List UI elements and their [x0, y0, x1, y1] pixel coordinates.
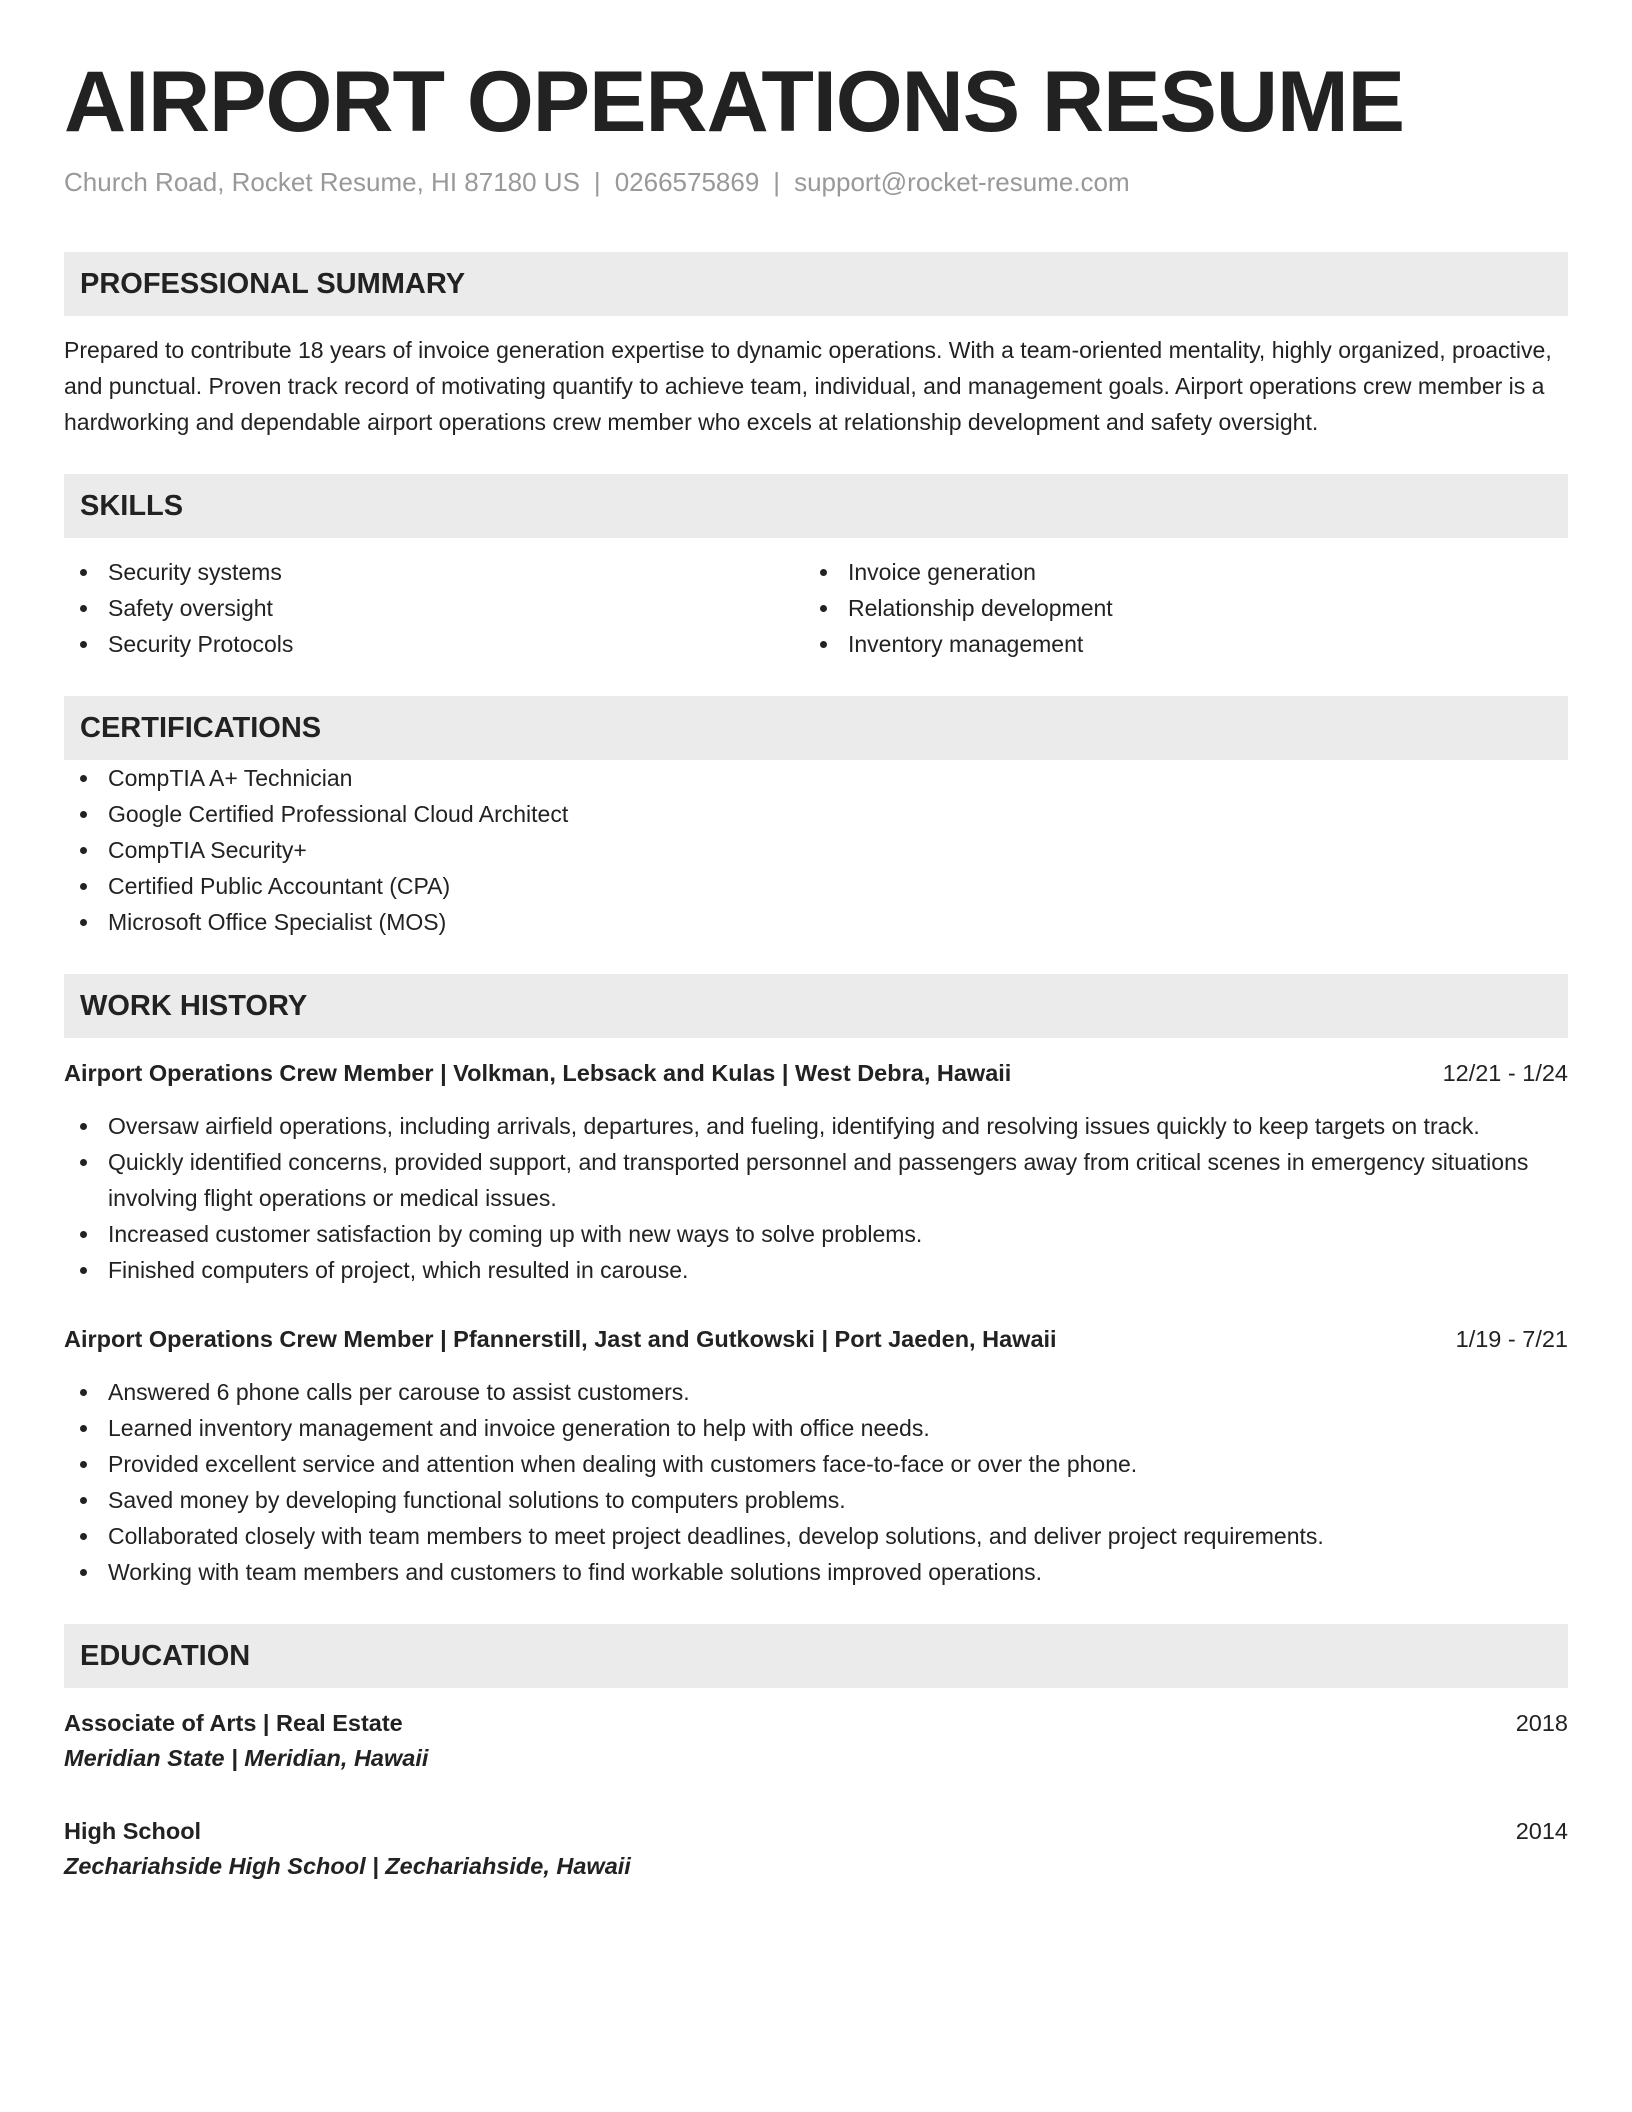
education-header	[64, 1706, 1568, 1740]
certification-item: CompTIA A+ Technician	[64, 760, 1568, 796]
job-bullets	[64, 1108, 1568, 1288]
job-bullet: Quickly identified concerns, provided support, and transported personnel and passengers away from critical scenes in emergency situations involving flight operations or medical issues.	[64, 1144, 1568, 1216]
job-bullet: Increased customer satisfaction by coming up with new ways to solve problems.	[64, 1216, 1568, 1252]
job-bullet: Saved money by developing functional solutions to computers problems.	[64, 1482, 1568, 1518]
contact-line	[64, 164, 1568, 200]
job-bullet: Learned inventory management and invoice generation to help with office needs.	[64, 1410, 1568, 1446]
job-title: Airport Operations Crew Member | Volkman, Lebsack and Kulas | West Debra, Hawaii	[64, 1060, 1012, 1086]
certification-item: Microsoft Office Specialist (MOS)	[64, 904, 1568, 940]
contact-email: support@rocket-resume.com	[794, 167, 1130, 197]
contact-separator: |	[773, 167, 781, 197]
job-bullet: Finished computers of project, which resulted in carouse.	[64, 1252, 1568, 1288]
job-bullet: Collaborated closely with team members to meet project deadlines, develop solutions, and deliver project requirements.	[64, 1518, 1568, 1554]
section-heading-summary: PROFESSIONAL SUMMARY	[64, 252, 1568, 316]
skills-column-left	[64, 554, 804, 662]
certification-item: CompTIA Security+	[64, 832, 1568, 868]
contact-phone: 0266575869	[614, 167, 760, 197]
job-header	[64, 1322, 1568, 1356]
education-degree: Associate of Arts | Real Estate	[64, 1710, 403, 1736]
job-dates: 12/21 - 1/24	[1442, 1060, 1568, 1086]
skill-item: Invoice generation	[804, 554, 1544, 590]
education-entry	[64, 1706, 1568, 1776]
education-header	[64, 1814, 1568, 1848]
section-heading-education: EDUCATION	[64, 1624, 1568, 1688]
education-year: 2018	[1515, 1710, 1568, 1736]
certifications-list	[64, 760, 1568, 940]
skills-list	[64, 554, 1568, 662]
job-bullet: Working with team members and customers to find workable solutions improved operations.	[64, 1554, 1568, 1590]
resume-title: AIRPORT OPERATIONS RESUME	[64, 54, 1404, 150]
contact-address: Church Road, Rocket Resume, HI 87180 US	[64, 167, 580, 197]
skill-item: Safety oversight	[64, 590, 804, 626]
skill-item: Inventory management	[804, 626, 1544, 662]
job-header	[64, 1056, 1568, 1090]
job-title: Airport Operations Crew Member | Pfannerstill, Jast and Gutkowski | Port Jaeden, Hawaii	[64, 1326, 1057, 1352]
job-entry	[64, 1056, 1568, 1288]
education-school: Meridian State | Meridian, Hawaii	[64, 1745, 429, 1771]
job-dates: 1/19 - 7/21	[1455, 1326, 1568, 1352]
contact-separator: |	[593, 167, 601, 197]
certification-item: Google Certified Professional Cloud Architect	[64, 796, 1568, 832]
skill-item: Security systems	[64, 554, 804, 590]
job-bullets	[64, 1374, 1568, 1590]
education-degree: High School	[64, 1818, 202, 1844]
skills-column-right	[804, 554, 1544, 662]
job-bullet: Oversaw airfield operations, including arrivals, departures, and fueling, identifying and resolving issues quickly to keep targets on track.	[64, 1108, 1568, 1144]
section-heading-work-history: WORK HISTORY	[64, 974, 1568, 1038]
education-school: Zechariahside High School | Zechariahside, Hawaii	[64, 1853, 631, 1879]
summary-text: Prepared to contribute 18 years of invoice generation expertise to dynamic operations. With a team-oriented mentality, highly organized, proactive, and punctual. Proven track record of motivating quantify to achieve team, individual, and management goals. Airport operations crew member is a hardworking and dependable airport operations crew member who excels at relationship development and safety oversight.	[64, 337, 1552, 435]
section-heading-certifications: CERTIFICATIONS	[64, 696, 1568, 760]
education-entry	[64, 1814, 1568, 1884]
education-year: 2014	[1515, 1818, 1568, 1844]
skill-item: Security Protocols	[64, 626, 804, 662]
job-bullet: Provided excellent service and attention when dealing with customers face-to-face or over the phone.	[64, 1446, 1568, 1482]
skill-item: Relationship development	[804, 590, 1544, 626]
certification-item: Certified Public Accountant (CPA)	[64, 868, 1568, 904]
job-bullet: Answered 6 phone calls per carouse to assist customers.	[64, 1374, 1568, 1410]
section-heading-skills: SKILLS	[64, 474, 1568, 538]
job-entry	[64, 1322, 1568, 1590]
